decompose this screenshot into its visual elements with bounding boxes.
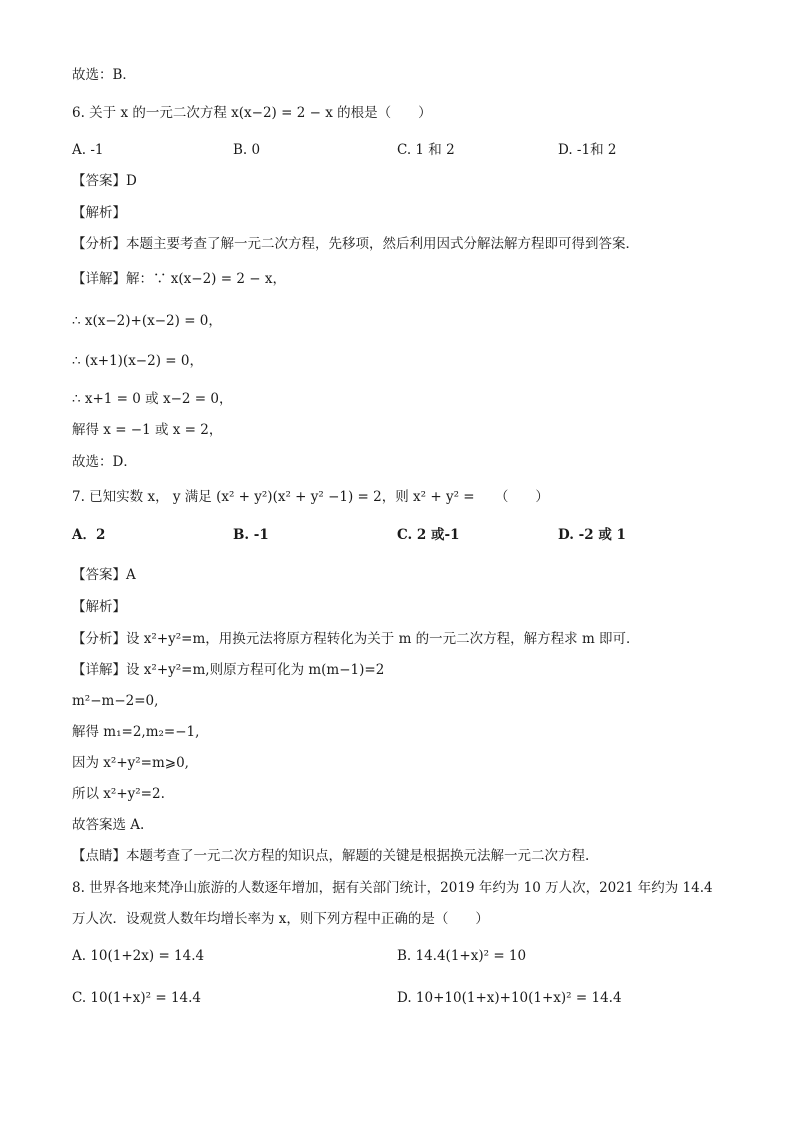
detail-6: 【详解】解：∵ x(x−2) = 2 − x，	[72, 271, 286, 287]
conclusion-6: 故选：D．	[72, 454, 137, 470]
step-7-2: 解得 m₁=2,m₂=−1,	[72, 724, 200, 740]
q6-option-a: A. -1	[72, 142, 104, 158]
step-6-4: 解得 x = −1 或 x = 2，	[72, 422, 223, 438]
q7-option-d: D. -2 或 1	[558, 527, 626, 543]
step-6-2: ∴ (x+1)(x−2) = 0，	[72, 353, 203, 369]
question-8-line-1: 8. 世界各地来梵净山旅游的人数逐年增加，据有关部门统计，2019 年约为 10 万人次，2021 年约为 14.4	[72, 880, 713, 896]
step-7-3: 因为 x²+y²=m⩾0,	[72, 755, 189, 771]
q7-option-c: C. 2 或-1	[397, 527, 460, 543]
q8-option-d: D. 10+10(1+x)+10(1+x)² = 14.4	[397, 990, 622, 1006]
q8-option-c: C. 10(1+x)² = 14.4	[72, 990, 202, 1006]
question-6: 6. 关于 x 的一元二次方程 x(x−2) = 2 − x 的根是（ ）	[72, 105, 432, 121]
step-6-3: ∴ x+1 = 0 或 x−2 = 0，	[72, 391, 233, 407]
detail-7: 【详解】设 x²+y²=m,则原方程可化为 m(m−1)=2	[72, 662, 385, 678]
question-8-line-2: 万人次．设观赏人数年均增长率为 x，则下列方程中正确的是（ ）	[72, 911, 489, 927]
analysis-heading-7: 【解析】	[72, 599, 126, 615]
q8-option-b: B. 14.4(1+x)² = 10	[397, 948, 527, 964]
q6-option-c: C. 1 和 2	[397, 142, 455, 158]
answer-6: 【答案】D	[72, 173, 137, 189]
analysis-7: 【分析】设 x²+y²=m，用换元法将原方程转化为关于 m 的一元二次方程，解方程求 m 即可．	[72, 631, 640, 647]
comment-7: 【点睛】本题考查了一元二次方程的知识点，解题的关键是根据换元法解一元二次方程.	[72, 848, 590, 864]
analysis-heading-6: 【解析】	[72, 205, 126, 221]
conclusion-7: 故答案选 A.	[72, 817, 145, 833]
text-line: 故选：B．	[72, 67, 136, 83]
q7-option-a: A．2	[72, 527, 106, 543]
step-7-4: 所以 x²+y²=2.	[72, 786, 165, 802]
answer-7: 【答案】A	[72, 567, 136, 583]
step-6-1: ∴ x(x−2)+(x−2) = 0，	[72, 313, 222, 329]
question-7: 7. 已知实数 x， y 满足 (x² + y²)(x² + y² −1) = 2，则 x² + y² = （ ）	[72, 489, 549, 505]
step-7-1: m²−m−2=0,	[72, 693, 159, 709]
q6-option-d: D. -1和 2	[558, 142, 617, 158]
analysis-6: 【分析】本题主要考查了解一元二次方程，先移项，然后利用因式分解法解方程即可得到答案．	[72, 236, 639, 252]
q6-option-b: B. 0	[233, 142, 261, 158]
q7-option-b: B. -1	[233, 527, 269, 543]
q8-option-a: A. 10(1+2x) = 14.4	[72, 948, 205, 964]
